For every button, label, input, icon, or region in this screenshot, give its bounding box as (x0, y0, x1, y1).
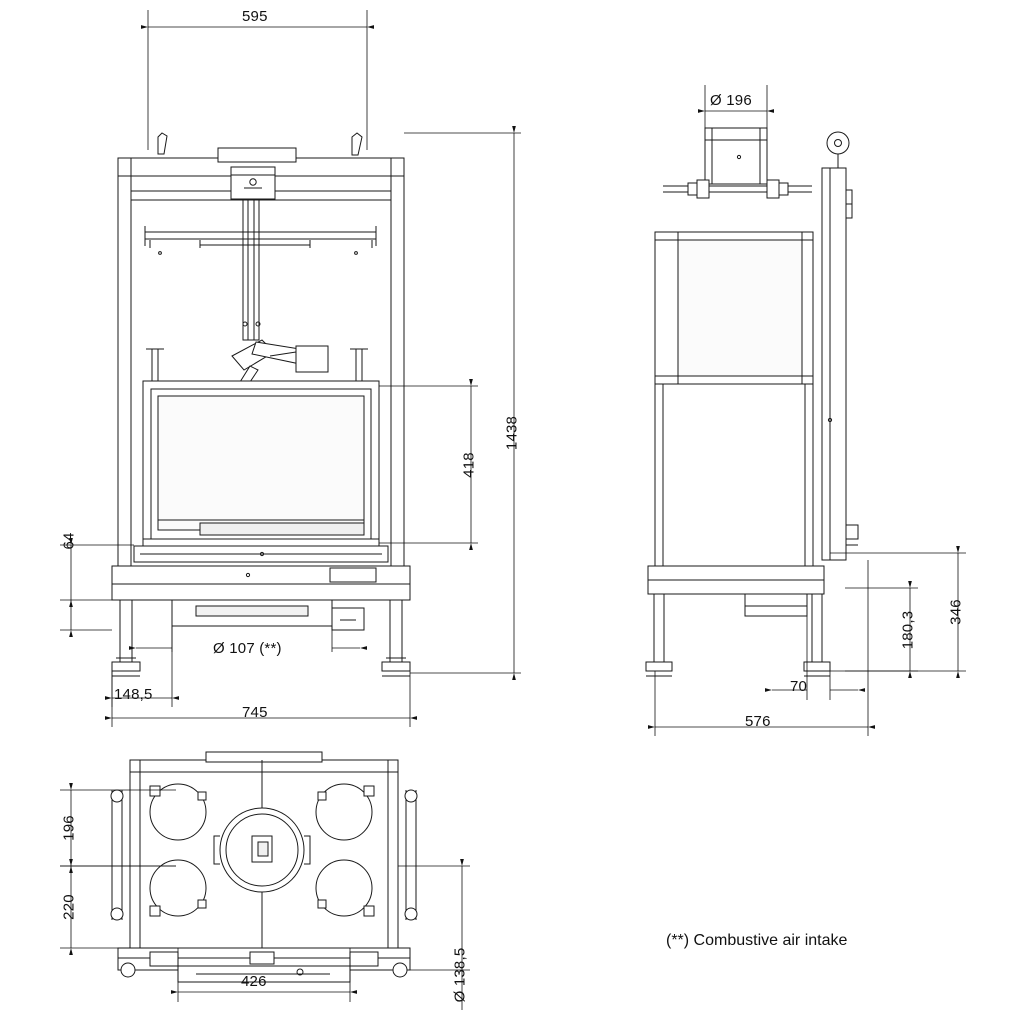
dim-front-air-intake: Ø 107 (**) (213, 640, 282, 657)
dim-front-glass-height: 418 (460, 452, 478, 478)
dim-side-inner-height: 180,3 (899, 610, 917, 650)
dim-front-total-height: 1438 (503, 415, 521, 451)
dim-front-total-width: 745 (242, 704, 268, 721)
top-view-geometry (111, 752, 417, 982)
dim-front-base-height: 64 (60, 532, 78, 550)
dim-top-lower-depth: 220 (60, 894, 78, 920)
dim-front-width-top: 595 (242, 8, 268, 25)
dim-side-lower-height: 346 (947, 599, 965, 625)
side-view-geometry (646, 128, 858, 676)
dim-side-flue-diameter: Ø 196 (710, 92, 752, 109)
combustive-air-intake-note: (**) Combustive air intake (666, 932, 848, 949)
dim-side-offset: 70 (790, 678, 808, 695)
dim-front-foot-offset: 148,5 (114, 686, 153, 703)
dim-top-upper-depth: 196 (60, 815, 78, 841)
dim-side-total-depth: 576 (745, 713, 771, 730)
front-view-geometry (112, 133, 410, 676)
dim-top-width: 426 (241, 973, 267, 990)
dim-top-diameter: Ø 138,5 (451, 947, 469, 1003)
